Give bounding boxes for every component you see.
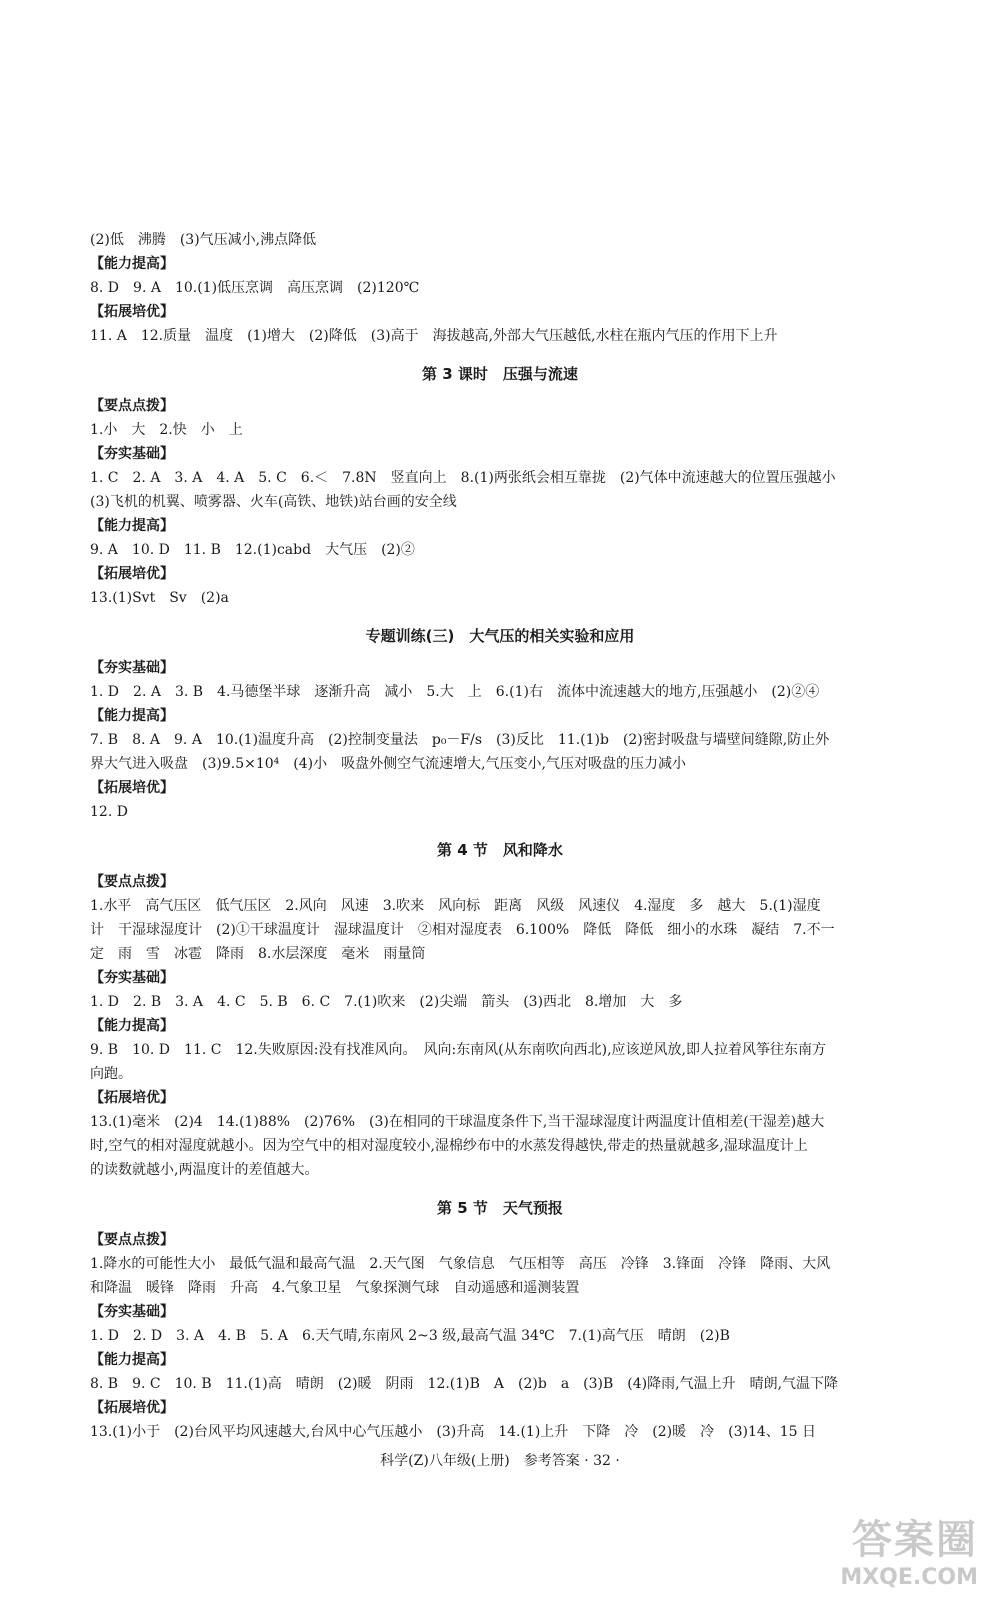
answer-line: 计 干湿球湿度计 (2)①干球温度计 湿球温度计 ②相对湿度表 6.100% 降低 降低 细小的水珠 凝结 7.不一	[90, 922, 835, 938]
answer-line: 1.水平 高气压区 低气压区 2.风向 风速 3.吹来 风向标 距离 风级 风速仪 4.湿度 多 越大 5.(1)湿度	[90, 898, 821, 914]
section-tag: 【拓展培优】	[90, 1090, 174, 1106]
answer-line: 9. B 10. D 11. C 12.失败原因:没有找准风向。 风向:东南风(从东南吹向西北),应该逆风放,即人拉着风筝往东南方	[90, 1042, 826, 1058]
answer-line: (2)低 沸腾 (3)气压减小,沸点降低	[90, 232, 317, 248]
answer-line: 7. B 8. A 9. A 10.(1)温度升高 (2)控制变量法 p₀－F/s (3)反比 11.(1)b (2)密封吸盘与墙壁间缝隙,防止外	[90, 732, 830, 748]
watermark-title: 答案圈	[852, 1517, 978, 1563]
section-heading: 第 4 节 风和降水	[437, 841, 563, 859]
answer-line: 13.(1)毫米 (2)4 14.(1)88% (2)76% (3)在相同的干球温度条件下,当干湿球湿度计两温度计值相差(干湿差)越大	[90, 1114, 825, 1130]
answer-line: 8. B 9. C 10. B 11.(1)高 晴朗 (2)暖 阴雨 12.(1)B A (2)b a (3)B (4)降雨,气温上升 晴朗,气温下降	[90, 1376, 839, 1392]
answer-line: 的读数就越小,两温度计的差值越大。	[90, 1162, 319, 1178]
section-tag: 【能力提高】	[90, 256, 174, 272]
answer-line: 9. A 10. D 11. B 12.(1)cabd 大气压 (2)②	[90, 542, 415, 558]
section-tag: 【夯实基础】	[90, 1304, 174, 1320]
answer-line: 1.小 大 2.快 小 上	[90, 422, 243, 438]
section-tag: 【拓展培优】	[90, 304, 174, 320]
answer-line: 和降温 暖锋 降雨 升高 4.气象卫星 气象探测气球 自动遥感和遥测装置	[90, 1280, 580, 1296]
section-tag: 【能力提高】	[90, 1018, 174, 1034]
section-tag: 【夯实基础】	[90, 446, 174, 462]
section-tag: 【夯实基础】	[90, 970, 174, 986]
answer-line: 1. D 2. B 3. A 4. C 5. B 6. C 7.(1)吹来 (2)尖端 箭头 (3)西北 8.增加 大 多	[90, 994, 683, 1010]
answer-line: (3)飞机的机翼、喷雾器、火车(高铁、地铁)站台画的安全线	[90, 494, 457, 510]
section-tag: 【拓展培优】	[90, 566, 174, 582]
answer-line: 13.(1)小于 (2)台风平均风速越大,台风中心气压越小 (3)升高 14.(1)上升 下降 冷 (2)暖 冷 (3)14、15 日	[90, 1424, 817, 1440]
section-tag: 【拓展培优】	[90, 1400, 174, 1416]
watermark-logo	[818, 1508, 978, 1588]
watermark-url: MXQE.COM	[840, 1565, 978, 1590]
section-tag: 【要点点拨】	[90, 874, 174, 890]
answer-line: 1. D 2. D 3. A 4. B 5. A 6.天气晴,东南风 2~3 级,最高气温 34℃ 7.(1)高气压 晴朗 (2)B	[90, 1328, 730, 1344]
section-tag: 【能力提高】	[90, 708, 174, 724]
section-heading: 第 5 节 天气预报	[437, 1199, 563, 1217]
section-heading: 第 3 课时 压强与流速	[422, 365, 578, 383]
answer-line: 定 雨 雪 冰雹 降雨 8.水层深度 毫米 雨量筒	[90, 946, 426, 962]
answer-line: 8. D 9. A 10.(1)低压烹调 高压烹调 (2)120℃	[90, 280, 420, 296]
section-tag: 【要点点拨】	[90, 1232, 174, 1248]
answer-line: 向跑。	[90, 1066, 132, 1082]
answer-line: 13.(1)Svt Sv (2)a	[90, 590, 229, 606]
section-tag: 【能力提高】	[90, 1352, 174, 1368]
section-tag: 【拓展培优】	[90, 780, 174, 796]
section-tag: 【能力提高】	[90, 518, 174, 534]
answer-line: 时,空气的相对湿度就越小。因为空气中的相对湿度较小,湿棉纱布中的水蒸发得越快,带走的热量就越多,湿球温度计上	[90, 1138, 808, 1154]
section-tag: 【夯实基础】	[90, 660, 174, 676]
page-footer: 科学(Z)八年级(上册) 参考答案 · 32 ·	[380, 1453, 620, 1469]
answer-line: 界大气进入吸盘 (3)9.5×10⁴ (4)小 吸盘外侧空气流速增大,气压变小,气压对吸盘的压力减小	[90, 756, 686, 772]
answer-line: 12. D	[90, 804, 128, 820]
answer-line: 11. A 12.质量 温度 (1)增大 (2)降低 (3)高于 海拔越高,外部大气压越低,水柱在瓶内气压的作用下上升	[90, 328, 778, 344]
answer-content	[90, 228, 910, 1444]
answer-line: 1. D 2. A 3. B 4.马德堡半球 逐渐升高 减小 5.大 上 6.(1)右 流体中流速越大的地方,压强越小 (2)②④	[90, 684, 820, 700]
section-heading: 专题训练(三) 大气压的相关实验和应用	[365, 627, 635, 645]
answer-line: 1.降水的可能性大小 最低气温和最高气温 2.天气图 气象信息 气压相等 高压 冷锋 3.锋面 冷锋 降雨、大风	[90, 1256, 831, 1272]
section-tag: 【要点点拨】	[90, 398, 174, 414]
answer-line: 1. C 2. A 3. A 4. A 5. C 6.＜ 7.8N 竖直向上 8.(1)两张纸会相互靠拢 (2)气体中流速越大的位置压强越小	[90, 470, 836, 486]
